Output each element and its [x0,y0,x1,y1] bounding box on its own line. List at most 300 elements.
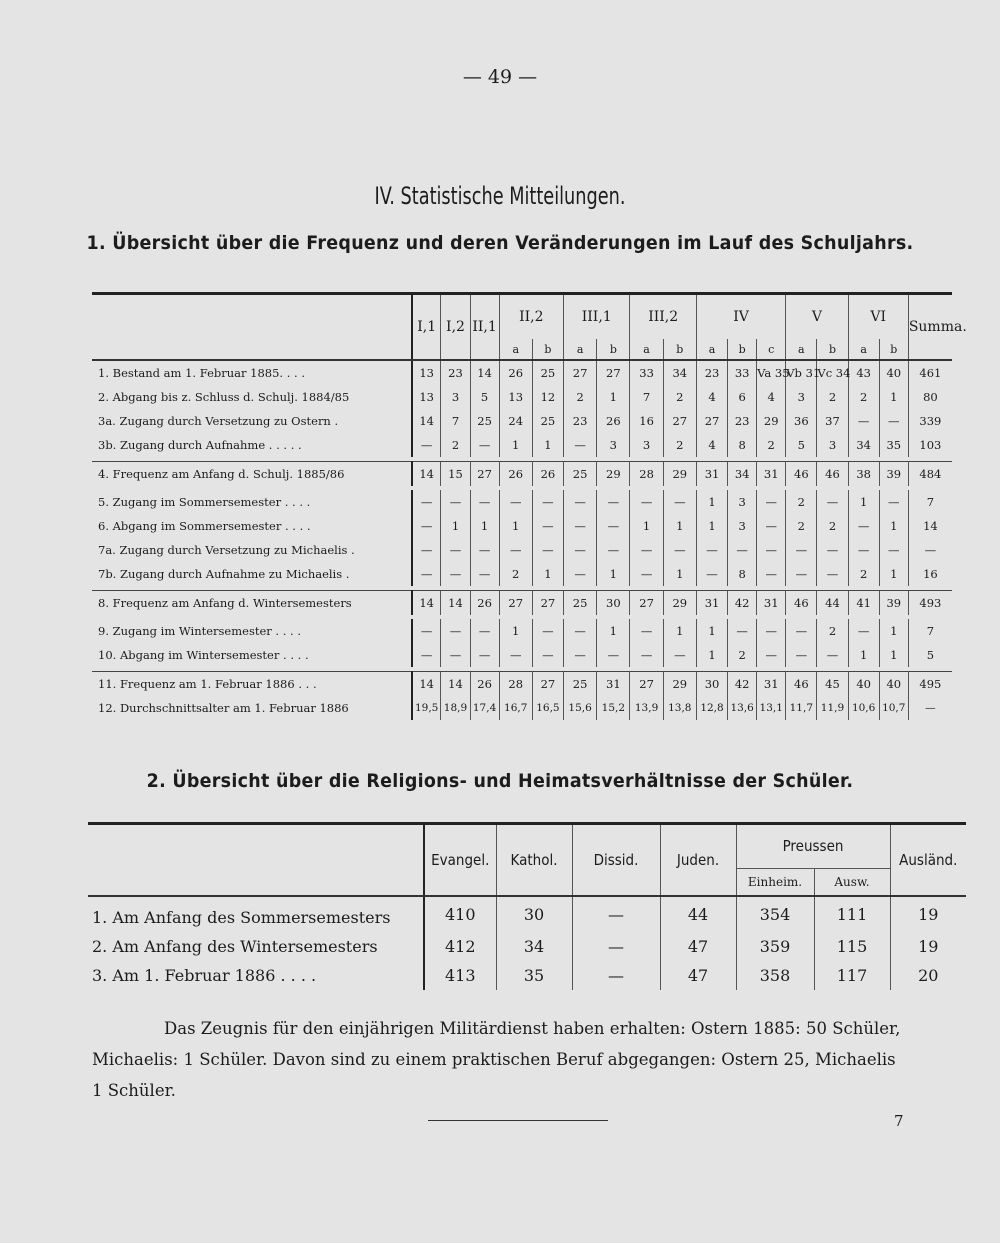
military-paragraph [92,1013,947,1106]
table-cell: 27 [532,591,563,616]
table-cell: 1 [597,385,630,409]
table-cell: 19,5 [412,696,441,720]
table-cell: 33 [728,360,757,385]
table-cell: 10,7 [879,696,908,720]
table-cell: 484 [908,462,952,487]
table-cell: — [572,932,660,961]
table-cell: 1 [630,514,663,538]
table-row [92,385,952,409]
table-cell: 115 [814,932,890,961]
table-cell: 1 [696,514,727,538]
paragraph-line: 1 Schüler. [92,1081,176,1100]
table-cell: 45 [817,672,848,697]
table-cell: — [597,643,630,667]
table-cell: 26 [597,409,630,433]
table-cell: — [757,562,786,586]
table-row [92,490,952,514]
table-cell: 2 [848,562,879,586]
table-cell: 3 [786,385,817,409]
sub-b: b [879,339,908,360]
table-cell: — [879,409,908,433]
table-cell: 39 [879,591,908,616]
table-cell: — [564,562,597,586]
table-cell: 30 [696,672,727,697]
table-cell: — [817,562,848,586]
table-cell: 11,7 [786,696,817,720]
table-cell: — [786,562,817,586]
table-cell: — [630,490,663,514]
table1-body [92,360,952,720]
table-cell: 1 [663,514,696,538]
table-cell: 35 [879,433,908,457]
table-cell: 40 [848,672,879,697]
table-cell: 1 [879,562,908,586]
table-cell: — [470,619,499,643]
table-cell: 34 [496,932,572,961]
table-cell: 41 [848,591,879,616]
table-cell: — [630,643,663,667]
table-cell: 1 [663,619,696,643]
table-cell: 15,6 [564,696,597,720]
sub-a: a [630,339,663,360]
table-cell: — [630,562,663,586]
table-cell: 12,8 [696,696,727,720]
table-cell: 1 [597,619,630,643]
table-cell: 15,2 [597,696,630,720]
table-cell: — [441,562,470,586]
table-cell: 29 [757,409,786,433]
table-cell: — [412,643,441,667]
footer-rule [428,1120,608,1121]
row-label: 9. Zugang im Wintersemester . . . . [92,619,412,643]
table-cell: 13,8 [663,696,696,720]
table-cell: 33 [630,360,663,385]
row-label: 2. Am Anfang des Wintersemesters [88,932,424,961]
table-cell: — [499,538,532,562]
table-row [92,619,952,643]
table-cell: 27 [470,462,499,487]
table-cell: 18,9 [441,696,470,720]
sub-c: c [757,339,786,360]
table1-header-row [92,294,952,340]
table-cell: 30 [597,591,630,616]
col-dissid: Dissid. [572,824,660,897]
table-cell: 2 [786,490,817,514]
table-cell: 36 [786,409,817,433]
table-cell: 3 [630,433,663,457]
table-cell: 13 [412,385,441,409]
table-cell: — [848,409,879,433]
page-number: — 49 — [462,66,538,88]
table-cell: — [532,490,563,514]
table-cell: 17,4 [470,696,499,720]
table-cell: 2 [848,385,879,409]
table-cell: 13 [412,360,441,385]
table-cell: 2 [817,385,848,409]
row-label: 1. Bestand am 1. Februar 1885. . . . [92,360,412,385]
table-cell: 1 [663,562,696,586]
table-cell: 14 [441,591,470,616]
table-cell: 23 [696,360,727,385]
table-cell: — [786,619,817,643]
table-cell: 31 [757,591,786,616]
table-cell: 1 [696,490,727,514]
table1-title: 1. Übersicht über die Frequenz und deren Veränderungen im Lauf des Schuljahrs. [86,232,914,254]
table-cell: — [786,538,817,562]
table-cell: — [848,619,879,643]
table-cell: — [499,490,532,514]
table-cell: 14 [412,462,441,487]
table-cell: 28 [499,672,532,697]
section-title: IV. Statistische Mitteilungen. [374,182,626,210]
table-cell: 31 [757,672,786,697]
table-cell: 412 [424,932,496,961]
table-cell: 4 [757,385,786,409]
table-cell: 3 [728,514,757,538]
table-cell: 40 [879,672,908,697]
col-preussen: Preussen [736,824,890,869]
table-cell: — [817,538,848,562]
table-cell: 14 [470,360,499,385]
table-cell: 354 [736,896,814,932]
sub-b: b [597,339,630,360]
table-cell: 1 [499,619,532,643]
table-cell: 44 [660,896,736,932]
table-cell: — [470,643,499,667]
table-cell: 3 [728,490,757,514]
table-cell: — [757,514,786,538]
table-cell: 15 [441,462,470,487]
table-cell: — [696,562,727,586]
col-IV: IV [696,294,785,340]
table-row [92,672,952,697]
col-summa: Summa. [908,294,952,361]
table-cell: 2 [786,514,817,538]
table-cell: 1 [696,643,727,667]
table2-body [88,896,966,990]
table-cell: 2 [499,562,532,586]
row-label: 12. Durchschnittsalter am 1. Februar 1886 [92,696,412,720]
table-cell: 46 [786,462,817,487]
sub-b: b [817,339,848,360]
table-cell: — [786,643,817,667]
table-cell: 13,9 [630,696,663,720]
table-cell: 34 [848,433,879,457]
table-cell: — [728,538,757,562]
table-cell: 1 [441,514,470,538]
table-cell: — [412,433,441,457]
col-V: V [786,294,848,340]
table-cell: 39 [879,462,908,487]
table-cell: — [908,696,952,720]
frequency-table [92,292,967,720]
sub-b: b [728,339,757,360]
table-cell: 47 [660,961,736,990]
table-cell: 20 [890,961,966,990]
table-cell: Va 35 [757,360,786,385]
table-cell: — [879,538,908,562]
table-cell: 26 [532,462,563,487]
table-cell: 27 [630,672,663,697]
table-row [92,360,952,385]
table-cell: 1 [696,619,727,643]
table-cell: 25 [470,409,499,433]
table-cell: — [441,490,470,514]
signature-mark: 7 [894,1112,904,1130]
table-cell: 7 [908,619,952,643]
table-cell: 27 [663,409,696,433]
table-cell: 28 [630,462,663,487]
table-cell: 16,7 [499,696,532,720]
table-cell: Vc 34 [817,360,848,385]
table-row [92,462,952,487]
table-cell: 1 [532,433,563,457]
table-row [92,514,952,538]
table-cell: 25 [532,409,563,433]
table-cell: 13,6 [728,696,757,720]
table-cell: 3 [817,433,848,457]
table-cell: 10,6 [848,696,879,720]
table-cell: 13,1 [757,696,786,720]
table-cell: 42 [728,591,757,616]
table-row [88,896,966,932]
table-cell: — [572,961,660,990]
table-cell: — [532,538,563,562]
religion-table [88,822,966,990]
table-cell: 26 [499,462,532,487]
table-cell: 42 [728,672,757,697]
table-cell: 31 [757,462,786,487]
table-cell: 1 [470,514,499,538]
table-cell: 5 [470,385,499,409]
table-cell: — [757,538,786,562]
col-einheim: Einheim. [736,868,814,896]
table2-header-row [88,824,966,869]
table-cell: 25 [564,462,597,487]
table-cell: 4 [696,385,727,409]
paragraph-line: Das Zeugnis für den einjährigen Militärdienst haben erhalten: Ostern 1885: 50 Schüler, [164,1019,901,1038]
row-label: 5. Zugang im Sommersemester . . . . [92,490,412,514]
table-cell: 23 [728,409,757,433]
sub-a: a [564,339,597,360]
table-cell: 1 [879,385,908,409]
table-cell: 8 [728,433,757,457]
table-cell: — [470,562,499,586]
table-cell: 3 [441,385,470,409]
table-cell: 413 [424,961,496,990]
row-label: 3b. Zugang durch Aufnahme . . . . . [92,433,412,457]
table-cell: 26 [499,360,532,385]
table-cell: 16 [630,409,663,433]
table-cell: 1 [597,562,630,586]
table-cell: 1 [532,562,563,586]
table-cell: — [597,514,630,538]
table-cell: 44 [817,591,848,616]
table-cell: 35 [496,961,572,990]
paragraph-line: Michaelis: 1 Schüler. Davon sind zu einem praktischen Beruf abgegangen: Ostern 25, Michaelis [92,1050,896,1069]
col-auslaend: Ausländ. [890,824,966,897]
table-cell: 14 [412,672,441,697]
sub-a: a [499,339,532,360]
table-cell: — [441,619,470,643]
table-cell: 46 [817,462,848,487]
table-cell: 358 [736,961,814,990]
table-cell: 7 [908,490,952,514]
table-cell: — [817,490,848,514]
table-cell: — [499,643,532,667]
table-cell: 12 [532,385,563,409]
row-label: 2. Abgang bis z. Schluss d. Schulj. 1884/85 [92,385,412,409]
row-label: 6. Abgang im Sommersemester . . . . [92,514,412,538]
table-cell: — [412,538,441,562]
row-label: 7a. Zugang durch Versetzung zu Michaelis . [92,538,412,562]
row-label: 3. Am 1. Februar 1886 . . . . [88,961,424,990]
table-cell: 495 [908,672,952,697]
table-cell: — [532,619,563,643]
table-cell: — [564,643,597,667]
row-label: 8. Frequenz am Anfang d. Wintersemesters [92,591,412,616]
table-cell: Vb 31 [786,360,817,385]
table-cell: — [470,490,499,514]
table-cell: 24 [499,409,532,433]
table-cell: 2 [817,514,848,538]
table-cell: — [470,433,499,457]
table-cell: 27 [532,672,563,697]
table-cell: — [564,433,597,457]
table-cell: 16 [908,562,952,586]
table-cell: 1 [879,514,908,538]
table-cell: 6 [728,385,757,409]
table-cell: 29 [663,591,696,616]
table-cell: 30 [496,896,572,932]
table-row [88,961,966,990]
table-cell: 23 [564,409,597,433]
table-cell: 2 [817,619,848,643]
table-cell: — [848,514,879,538]
col-VI: VI [848,294,908,340]
table-cell: 13 [499,385,532,409]
table-cell: — [728,619,757,643]
row-label: 3a. Zugang durch Versetzung zu Ostern . [92,409,412,433]
table-cell: 31 [696,462,727,487]
row-label: 7b. Zugang durch Aufnahme zu Michaelis . [92,562,412,586]
table-cell: 38 [848,462,879,487]
table-cell: 14 [412,591,441,616]
table-cell: 27 [696,409,727,433]
table-cell: 1 [879,643,908,667]
table-cell: 5 [908,643,952,667]
table-cell: 1 [499,433,532,457]
table-cell: — [757,619,786,643]
table-cell: 25 [564,591,597,616]
table-cell: — [757,643,786,667]
table-cell: 7 [630,385,663,409]
table-cell: 27 [564,360,597,385]
table-cell: 493 [908,591,952,616]
table-row [92,538,952,562]
table-cell: — [441,643,470,667]
table-cell: 8 [728,562,757,586]
table-cell: — [532,514,563,538]
col-II1: II,1 [470,294,499,361]
col-evangel: Evangel. [424,824,496,897]
col-juden: Juden. [660,824,736,897]
table-cell: — [663,538,696,562]
table-cell: 29 [597,462,630,487]
table-cell: 37 [817,409,848,433]
table-cell: — [663,490,696,514]
table-cell: 16,5 [532,696,563,720]
table-cell: — [412,514,441,538]
table-row [92,562,952,586]
table-cell: 40 [879,360,908,385]
table-cell: 111 [814,896,890,932]
table-cell: 26 [470,591,499,616]
table-cell: 5 [786,433,817,457]
table-cell: 2 [663,385,696,409]
table-cell: 27 [499,591,532,616]
table-cell: — [470,538,499,562]
table-cell: 7 [441,409,470,433]
table-cell: — [696,538,727,562]
table-cell: 34 [663,360,696,385]
sub-b: b [663,339,696,360]
table-cell: 14 [441,672,470,697]
table-cell: 29 [663,672,696,697]
table-cell: — [412,619,441,643]
table-cell: 1 [499,514,532,538]
table-cell: 359 [736,932,814,961]
table-cell: — [564,514,597,538]
table-cell: 1 [848,490,879,514]
row-label: 10. Abgang im Wintersemester . . . . [92,643,412,667]
table-cell: — [848,538,879,562]
table-cell: 46 [786,591,817,616]
table-cell: 27 [597,360,630,385]
table-cell: 14 [908,514,952,538]
table-cell: 31 [597,672,630,697]
sub-a: a [848,339,879,360]
table-cell: 26 [470,672,499,697]
table-cell: 27 [630,591,663,616]
table-cell: 103 [908,433,952,457]
table-cell: — [879,490,908,514]
table-cell: 2 [663,433,696,457]
sub-a: a [786,339,817,360]
table-cell: 29 [663,462,696,487]
table-cell: — [441,538,470,562]
row-label: 11. Frequenz am 1. Februar 1886 . . . [92,672,412,697]
table-cell: 339 [908,409,952,433]
sub-a: a [696,339,727,360]
table-cell: 4 [696,433,727,457]
table-cell: 43 [848,360,879,385]
table-cell: — [412,562,441,586]
table-cell: 23 [441,360,470,385]
table-cell: 80 [908,385,952,409]
table-cell: 19 [890,932,966,961]
table-cell: 2 [564,385,597,409]
table-cell: 2 [728,643,757,667]
table-cell: — [597,490,630,514]
table-cell: 47 [660,932,736,961]
table-cell: — [564,490,597,514]
table-cell: 25 [532,360,563,385]
table-cell: — [532,643,563,667]
table-cell: 34 [728,462,757,487]
table-cell: 3 [597,433,630,457]
table-cell: 31 [696,591,727,616]
